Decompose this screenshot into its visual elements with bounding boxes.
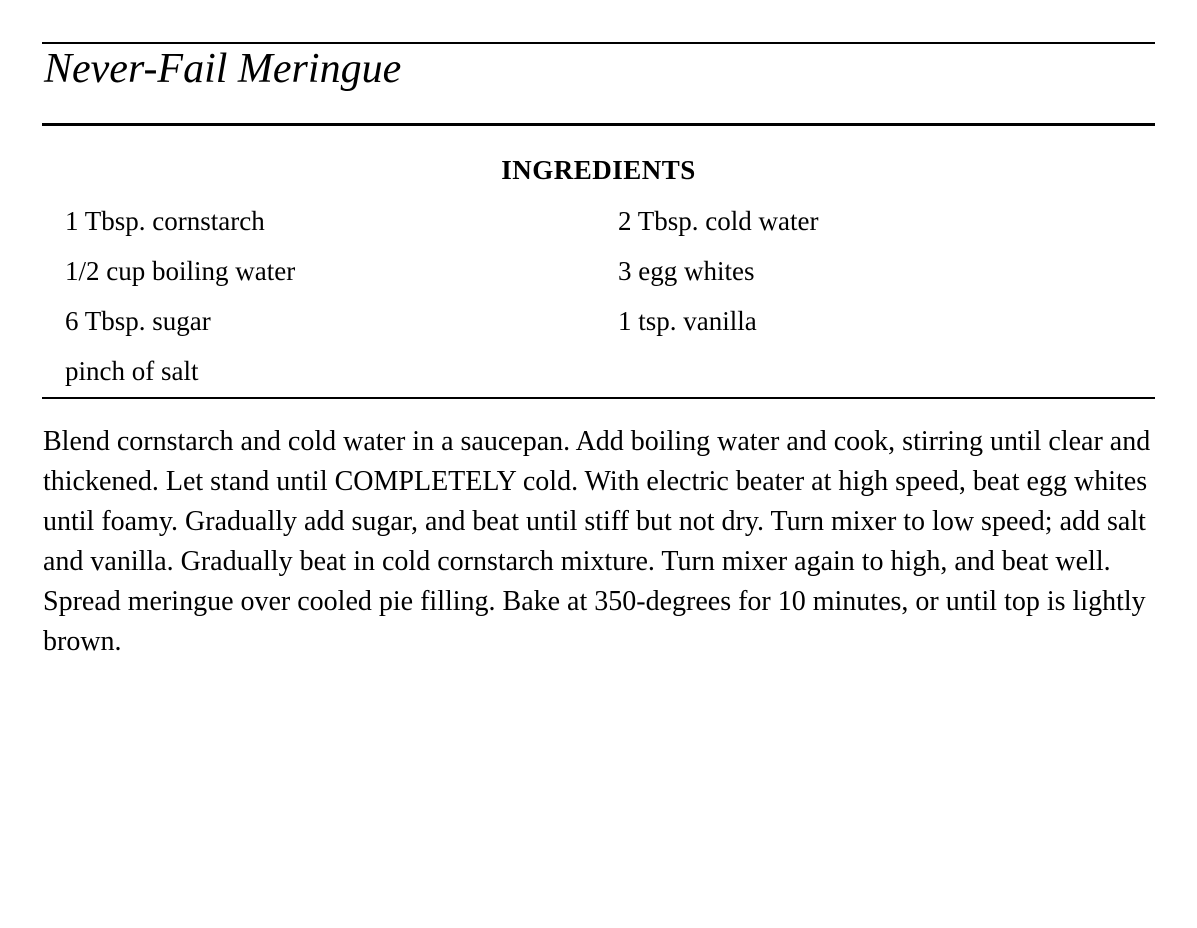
ingredient-item: 3 egg whites xyxy=(618,256,755,286)
ingredient-item: 1 tsp. vanilla xyxy=(618,306,757,336)
ingredient-item: pinch of salt xyxy=(65,356,199,386)
title-divider xyxy=(42,123,1155,126)
ingredient-item: 2 Tbsp. cold water xyxy=(618,206,819,236)
ingredients-right-column xyxy=(618,196,818,346)
instructions-paragraph: Blend cornstarch and cold water in a saucepan. Add boiling water and cook, stirring until clear and thickened. Let stand until COMPLETELY cold. With electric beater at high speed, beat egg whites until foamy. Gradually add sugar, and beat until stiff but not dry. Turn mixer to low speed; add salt and vanilla. Gradually beat in cold cornstarch mixture. Turn mixer again to high, and beat well. Spread meringue over cooled pie filling. Bake at 350-degrees for 10 minutes, or until top is lightly brown. xyxy=(43,426,1151,657)
recipe-title: Never-Fail Meringue xyxy=(44,46,402,92)
ingredient-item: 6 Tbsp. sugar xyxy=(65,306,211,336)
top-divider xyxy=(42,42,1155,44)
ingredients-divider xyxy=(42,397,1155,399)
ingredients-left-column xyxy=(65,196,295,396)
ingredient-item: 1 Tbsp. cornstarch xyxy=(65,206,265,236)
ingredient-item: 1/2 cup boiling water xyxy=(65,256,296,286)
ingredients-heading: INGREDIENTS xyxy=(501,155,696,185)
